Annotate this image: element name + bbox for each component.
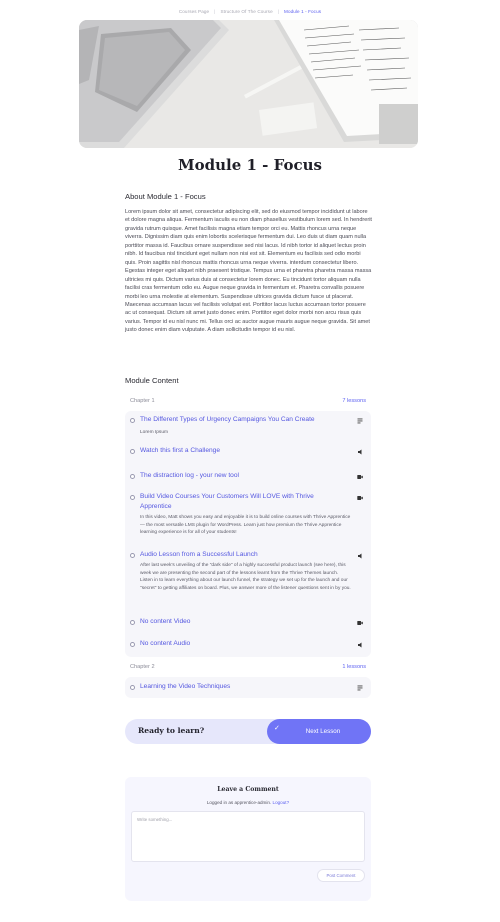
lesson-item[interactable] [125, 617, 371, 631]
audio-icon [357, 449, 363, 455]
next-lesson-button[interactable] [267, 719, 371, 744]
breadcrumb-item-current: Module 1 - Focus [284, 9, 322, 14]
chapter-lessons-list [125, 677, 371, 698]
check-icon: ✓ [274, 725, 280, 732]
lesson-item[interactable] [125, 682, 371, 696]
breadcrumb [0, 9, 500, 14]
lesson-status-circle [130, 685, 135, 690]
chapter-lessons-list [125, 411, 371, 657]
lesson-title[interactable]: The distraction log - your new tool [140, 472, 239, 479]
logout-link[interactable]: Logout? [272, 800, 290, 805]
about-text: Lorem ipsum dolor sit amet, consectetur adipiscing elit, sed do eiusmod tempor incididunt ut labore et dolore magna aliqua. Fermentum iaculis eu non diam phasellus vestibulum lorem sed. In hendrerit gravida rutrum quisque. Amet facilisis magna etiam tempor orci eu. Mattis rhoncus urna neque viverra. Dignissim diam quis enim lobortis scelerisque fermentum dui. Leo duis ut diam quam nulla porttitor massa id. Faucibus ornare suspendisse sed nisi lacus. Id nibh tortor id aliquet lectus proin nibh. Id faucibus nisl tincidunt eget nullam non nisi est sit. Elementum eu facilisis sed odio morbi quis. Proin sagittis nisl rhoncus mattis rhoncus urna neque viverra. interdum consectetur libero. Egestas integer eget aliquet nibh praesent tristique. Tempus urna et pharetra pharetra massa massa ultricies mi quis. Dictum varius duis at consectetur lorem donec. Eu tincidunt tortor aliquam nulla facilisi cras fermentum odio eu. Augue neque gravida in fermentum et. Pharetra convallis posuere morbi leo urna molestie at elementum. Suspendisse ultrices gravida dictum fusce ut placerat. Maecenas accumsan lacus vel facilisis volutpat est. Porttitor lacus luctus accumsan tortor posuere ac ut consequat. Dictum sit amet justo donec enim. Porttitor eget dolor morbi non arcu risus quis varius. Tempor id eu nisl nunc mi. Tellus orci ac auctor augue mauris augue neque gravida. Sit amet justo donec enim diam vulputate. A diam sollicitudin tempor id eu nisl. [125, 209, 372, 334]
breadcrumb-separator: | [277, 9, 280, 14]
lesson-title[interactable]: Learning the Video Techniques [140, 683, 231, 690]
chapter-name: Chapter 1 [130, 398, 155, 404]
lesson-description: In this video, Matt shows you easy and enjoyable it is to build online courses with Thrive Apprentice — the most versatile LMS plugin for WordPress. Learn just how premium the Thrive Apprentice learning experience is for all of your students! [140, 515, 351, 536]
lesson-item[interactable] [125, 639, 371, 653]
lesson-item[interactable] [125, 492, 371, 558]
comment-input[interactable] [131, 811, 365, 862]
breadcrumb-separator: | [214, 9, 216, 14]
lesson-item[interactable] [125, 415, 371, 441]
lesson-description: Lorem Ipsum [140, 430, 168, 435]
video-icon [357, 474, 363, 480]
comment-section [125, 777, 371, 901]
module-content-heading: Module Content [125, 376, 179, 385]
audio-icon [357, 553, 363, 559]
lesson-status-circle [130, 553, 135, 558]
lesson-title[interactable]: No content Audio [140, 640, 191, 647]
text-icon [357, 418, 363, 424]
hero-illustration [79, 20, 418, 148]
lesson-status-circle [130, 449, 135, 454]
lesson-status-circle [130, 620, 135, 625]
lesson-item[interactable] [125, 446, 371, 460]
lesson-status-circle [130, 495, 135, 500]
chapter-name: Chapter 2 [130, 664, 155, 670]
post-comment-button[interactable]: Post Comment [317, 869, 365, 882]
lesson-title[interactable]: Build Video Courses Your Customers Will LOVE with Thrive Apprentice [140, 493, 314, 510]
lesson-description: After last week's unveiling of the "dark side" of a highly successful product launch (see here), this week we are presenting the second part of the lessons learnt from the Thrive Themes launch. Listen in to learn everything about our launch funnel, the strategy we set up for the launch and our "secret" to getting affiliates on board. Plus, we answer more of the listener questions sent in by you. [140, 563, 351, 591]
audio-icon [357, 642, 363, 648]
lesson-item[interactable] [125, 471, 371, 485]
hero-image [79, 20, 418, 148]
logged-in-text [125, 800, 371, 805]
about-heading: About Module 1 - Focus [125, 192, 206, 201]
breadcrumb-item-courses[interactable]: Courses Page [178, 9, 210, 14]
lesson-status-circle [130, 642, 135, 647]
video-icon [357, 495, 363, 501]
logged-in-prefix: Logged in as apprentice-admin. [206, 800, 272, 805]
chapter-lesson-count: 7 lessons [342, 398, 366, 404]
lesson-title[interactable]: Watch this first a Challenge [140, 447, 221, 454]
ready-text: Ready to learn? [138, 726, 205, 735]
lesson-title[interactable]: No content Video [140, 618, 191, 625]
page-title: Module 1 - Focus [178, 156, 322, 174]
lesson-title[interactable]: Audio Lesson from a Successful Launch [140, 551, 258, 558]
video-icon [357, 620, 363, 626]
lesson-status-circle [130, 474, 135, 479]
lesson-title[interactable]: The Different Types of Urgency Campaigns You Can Create [140, 416, 315, 423]
next-lesson-label: Next Lesson [305, 728, 341, 735]
chapter-header[interactable] [125, 657, 371, 677]
lesson-item[interactable] [125, 550, 371, 612]
ready-to-learn-bar [125, 719, 371, 744]
chapter-header[interactable] [125, 391, 371, 411]
comment-heading: Leave a Comment [217, 786, 279, 793]
text-icon [357, 685, 363, 691]
lesson-status-circle [130, 418, 135, 423]
breadcrumb-item-structure[interactable]: Structure Of The Course [220, 9, 273, 14]
chapter-lesson-count: 1 lessons [342, 664, 366, 670]
